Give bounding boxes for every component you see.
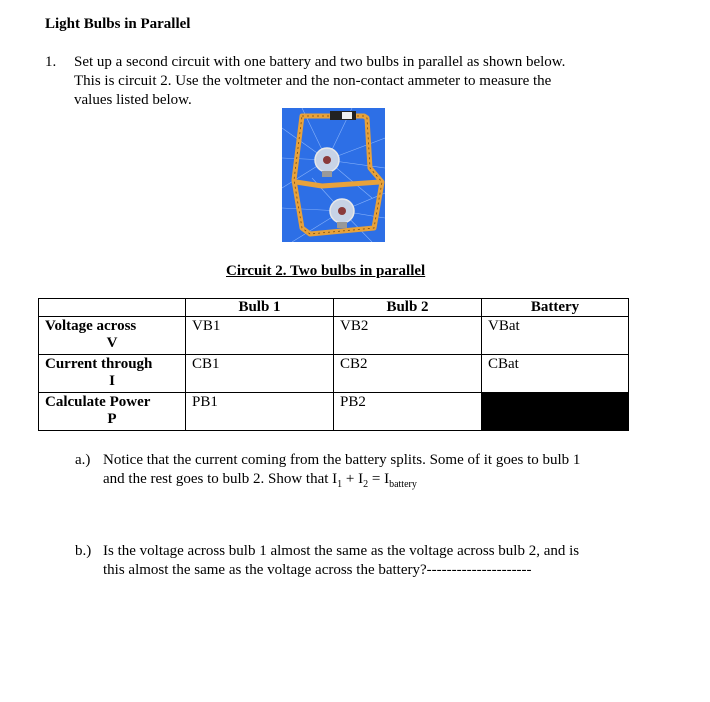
question-1-line-1: Set up a second circuit with one battery and two bulbs in parallel as shown below. [74,54,566,70]
question-number: 1. [45,54,57,70]
question-a-label: a.) [75,452,91,468]
table-row [39,393,629,431]
table-cell: VB2 [334,317,482,355]
table-row [39,355,629,393]
table-header-cell: Bulb 1 [186,299,334,317]
question-1-line-3: values listed below. [74,92,192,108]
parallel-circuit-image [282,108,385,242]
figure-caption: Circuit 2. Two bulbs in parallel [226,263,426,279]
row-label [39,393,186,431]
question-a-line-2 [103,470,633,489]
row-label-symbol: I [109,373,115,389]
measurement-table [38,298,629,431]
row-label [39,317,186,355]
table-cell: CB2 [334,355,482,393]
question-b-label: b.) [75,543,92,559]
page-title: Light Bulbs in Parallel [45,16,191,32]
question-1-line-2: This is circuit 2. Use the voltmeter and the non-contact ammeter to measure the [74,73,552,89]
table-cell: PB1 [186,393,334,431]
subscript-battery: battery [389,479,417,490]
question-b-line-1: Is the voltage across bulb 1 almost the same as the voltage across bulb 2, and is [103,543,580,559]
table-header-cell [39,299,186,317]
table-header-cell: Battery [482,299,629,317]
question-a-line-1: Notice that the current coming from the battery splits. Some of it goes to bulb 1 [103,452,581,468]
plus-term: + I [342,471,364,487]
blacked-out-cell [482,393,629,431]
row-label-line: Voltage across [45,318,137,334]
equals-term: = I [368,471,390,487]
table-cell: CBat [482,355,629,393]
subscript-2: 2 [363,479,369,490]
table-header-cell: Bulb 2 [334,299,482,317]
row-label [39,355,186,393]
row-label-symbol: P [107,411,117,427]
table-cell: PB2 [334,393,482,431]
row-label-line: Calculate Power [45,394,151,410]
table-header-row [39,299,629,317]
row-label-symbol: V [106,335,118,351]
question-b-line-2: this almost the same as the voltage across the battery?--------------------- [103,562,532,578]
question-a-text: and the rest goes to bulb 2. Show that I [103,471,338,487]
table-cell: VB1 [186,317,334,355]
row-label-line: Current through [45,356,153,372]
table-cell: CB1 [186,355,334,393]
subscript-1: 1 [337,479,343,490]
table-cell: VBat [482,317,629,355]
table-row [39,317,629,355]
